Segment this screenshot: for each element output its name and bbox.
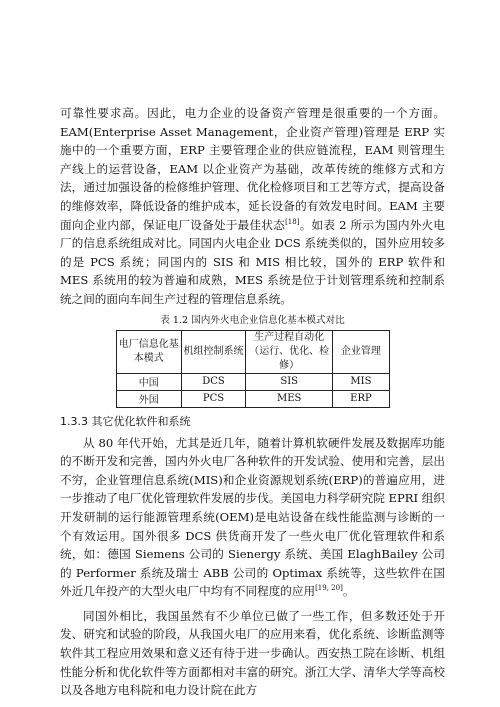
comparison-table: [116, 330, 390, 408]
header-enterprise-management: 企业管理: [333, 330, 389, 373]
header-mode: 电厂信息化基本模式: [116, 330, 182, 373]
table-row: [116, 390, 389, 407]
table-cell: MIS: [333, 373, 389, 390]
paragraph-domestic: [60, 607, 445, 700]
table-cell: 中国: [116, 373, 182, 390]
table-cell: ERP: [333, 390, 389, 407]
section-heading: [60, 413, 445, 429]
paragraph-eam-text-a: 可靠性要求高。因此，电力企业的设备资产管理是很重要的一个方面。EAM(Enterprise Asset Management，企业资产管理)管理是 ERP 实施中的一个重要方面，ERP 主要管理企业的供应链流程，EAM 则管理生产线上的运营设备，EAM 以企业资产为基础，改革传统的维修方式和方法，通过加强设备的检修维护管理、优化检修项目和工艺等方式，提高设备的维修效率，降低设备的维护成本，延长设备的有效发电时间。EAM 主要面向企业内部，保证电厂设备处于最佳状态: [60, 106, 445, 232]
table-row: [116, 373, 389, 390]
table-cell: MES: [246, 390, 333, 407]
section-number: 1.3.3: [60, 414, 88, 428]
citation-18: [18]: [285, 217, 300, 226]
document-page: [60, 104, 445, 700]
section-title: 其它优化软件和系统: [91, 414, 191, 428]
citation-19-20: [19, 20]: [315, 584, 343, 593]
paragraph-domestic-text: 同国外相比，我国虽然有不少单位已做了一些工作，但多数还处于开发、研究和试验的阶段，从我国火电厂的应用来看，优化系统、诊断监测等软件其工程应用效果和意义还有待于进一步确认。西安热工院在诊断、机组性能分析和优化软件等方面都相对丰富的研究。浙江大学、清华大学等高校以及各地方电科院和电力设计院在此方: [60, 608, 445, 698]
paragraph-history-text: 从 80 年代开始，尤其是近几年，随着计算机软硬件发展及数据库功能的不断开发和完善，国内外火电厂各种软件的开发试验、使用和完善，层出不穷，企业管理信息系统(MIS)和企业资源规划系统(ERP)的普遍应用，进一步推动了电厂优化管理软件发展的步伐。美国电力科学研究院 EPRI 组织开发研制的运行能源管理系统(OEM)是电站设备在线性能监测与诊断的一个有效运用。国外很多 DCS 供货商开发了一些火电厂优化管理软件和系统，如：德国 Siemens 公司的 Sienergy 系统、美国 ElaghBailey 公司的 Performer 系统及瑞士 ABB 公司的 Optimax 系统等，这些软件在国外近几年投产的大型火电厂中均有不同程度的应用: [60, 435, 445, 599]
paragraph-history: [60, 434, 445, 601]
header-production-automation: 生产过程自动化（运行、优化、检修）: [246, 330, 333, 373]
table-cell: DCS: [182, 373, 246, 390]
table-cell: 外国: [116, 390, 182, 407]
header-unit-control: 机组控制系统: [182, 330, 246, 373]
paragraph-eam-text-b: 。如表 2 所示为国内外火电厂的信息系统组成对比。同国内火电企业 DCS 系统类似的，国外应用较多的是 PCS 系统；同国内的 SIS 和 MIS 相比较，国外的 ERP 软件和 MES 系统用的较为普遍和成熟，MES 系统是位于计划管理系统和控制系统之间的面向车间生产过程的管理信息系统。: [60, 217, 445, 306]
paragraph-eam: [60, 104, 445, 309]
table-header-row: [116, 330, 389, 373]
paragraph-history-end: 。: [342, 584, 355, 599]
table-cell: PCS: [182, 390, 246, 407]
table-caption: 表 1.2 国内外火电企业信息化基本模式对比: [160, 314, 345, 326]
table-cell: SIS: [246, 373, 333, 390]
